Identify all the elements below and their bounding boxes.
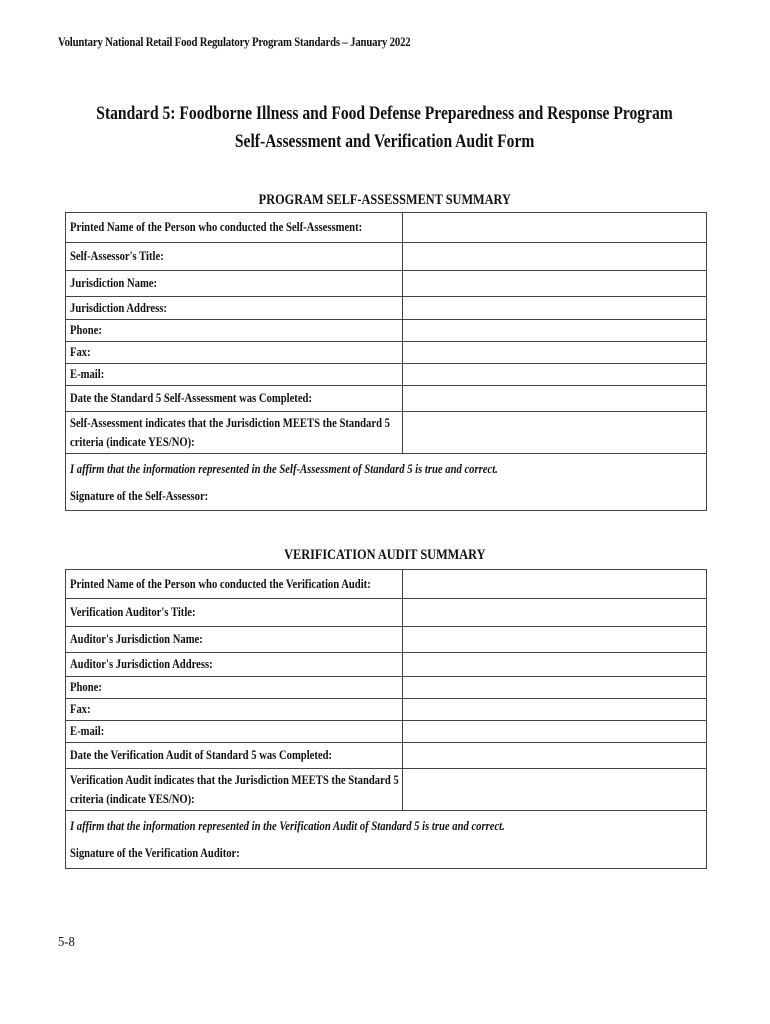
completion-date-field[interactable] (403, 743, 707, 769)
field-label-text: E-mail: (70, 724, 105, 738)
self-assessment-row (66, 386, 707, 412)
field-label (66, 271, 403, 297)
field-label (66, 599, 403, 627)
field-label-text: Verification Auditor's Title: (70, 605, 196, 619)
field-label (66, 769, 403, 811)
field-label-text: Date the Verification Audit of Standard 5 was Completed: (70, 748, 333, 762)
verification-audit-affirmation-row (66, 811, 707, 869)
auditor-name-field[interactable] (403, 570, 707, 599)
field-label-text: Fax: (70, 702, 91, 716)
affirmation-cell (66, 454, 707, 511)
verification-audit-row (66, 721, 707, 743)
affirmation-text: I affirm that the information represented in the Self-Assessment of Standard 5 is true and correct. (70, 461, 498, 476)
page-subtitle (0, 131, 770, 153)
self-assessment-row (66, 271, 707, 297)
field-label (66, 412, 403, 454)
meets-standard-field[interactable] (403, 412, 707, 454)
verification-audit-heading (0, 547, 770, 564)
field-label-text: Auditor's Jurisdiction Address: (70, 657, 213, 671)
field-label-text: Date the Standard 5 Self-Assessment was Completed: (70, 391, 313, 405)
phone-field[interactable] (403, 320, 707, 342)
meets-standard-field[interactable] (403, 769, 707, 811)
page-title (0, 103, 770, 125)
email-field[interactable] (403, 364, 707, 386)
field-label-text: Jurisdiction Address: (70, 300, 167, 315)
field-label (66, 213, 403, 243)
completion-date-field[interactable] (403, 386, 707, 412)
field-label-text: Phone: (70, 323, 102, 337)
field-label (66, 743, 403, 769)
field-label-text: Auditor's Jurisdiction Name: (70, 632, 203, 646)
email-field[interactable] (403, 721, 707, 743)
verification-audit-heading-text: VERIFICATION AUDIT SUMMARY (284, 547, 486, 563)
field-label (66, 677, 403, 699)
verification-audit-row (66, 743, 707, 769)
running-header: Voluntary National Retail Food Regulatory Program Standards – January 2022 (58, 35, 411, 49)
verification-audit-row (66, 599, 707, 627)
field-label-text: E-mail: (70, 367, 105, 381)
auditor-jurisdiction-address-field[interactable] (403, 653, 707, 677)
self-assessment-row (66, 320, 707, 342)
auditor-jurisdiction-name-field[interactable] (403, 627, 707, 653)
verification-audit-row (66, 570, 707, 599)
signature-label: Signature of the Self-Assessor: (70, 488, 209, 503)
field-label (66, 386, 403, 412)
field-label (66, 721, 403, 743)
field-label (66, 653, 403, 677)
field-label (66, 364, 403, 386)
field-label-text: Verification Audit indicates that the Jurisdiction MEETS the Standard 5 criteria (indicate YES/NO): (70, 773, 399, 806)
affirmation-cell (66, 811, 707, 869)
affirmation-statement (70, 456, 702, 483)
auditor-title-field[interactable] (403, 599, 707, 627)
verification-audit-row (66, 699, 707, 721)
self-assessment-row (66, 412, 707, 454)
page-number: 5-8 (58, 935, 75, 950)
signature-line[interactable] (70, 840, 702, 866)
field-label-text: Self-Assessment indicates that the Jurisdiction MEETS the Standard 5 criteria (indicate YES/NO): (70, 416, 390, 449)
field-label-text: Phone: (70, 680, 102, 694)
verification-audit-row (66, 769, 707, 811)
self-assessment-heading (0, 192, 770, 209)
field-label-text: Self-Assessor's Title: (70, 249, 164, 263)
verification-audit-table (65, 569, 707, 869)
assessor-name-field[interactable] (403, 213, 707, 243)
page-title-line-2: Self-Assessment and Verification Audit Form (235, 131, 535, 152)
field-label-text: Printed Name of the Person who conducted the Self-Assessment: (70, 220, 363, 234)
jurisdiction-address-field[interactable] (403, 297, 707, 320)
affirmation-text: I affirm that the information represented in the Verification Audit of Standard 5 is true and correct. (70, 819, 505, 833)
self-assessment-affirmation-row (66, 454, 707, 511)
jurisdiction-name-field[interactable] (403, 271, 707, 297)
signature-line[interactable] (70, 483, 702, 509)
verification-audit-row (66, 677, 707, 699)
self-assessment-row (66, 342, 707, 364)
self-assessment-row (66, 364, 707, 386)
self-assessment-row (66, 213, 707, 243)
field-label (66, 570, 403, 599)
field-label-text: Printed Name of the Person who conducted the Verification Audit: (70, 576, 371, 591)
verification-audit-row (66, 653, 707, 677)
field-label (66, 699, 403, 721)
self-assessment-row (66, 297, 707, 320)
fax-field[interactable] (403, 342, 707, 364)
self-assessment-table (65, 212, 707, 511)
affirmation-statement (70, 813, 702, 840)
self-assessment-heading-text: PROGRAM SELF-ASSESSMENT SUMMARY (258, 192, 512, 208)
fax-field[interactable] (403, 699, 707, 721)
field-label-text: Fax: (70, 345, 91, 359)
field-label-text: Jurisdiction Name: (70, 276, 158, 290)
field-label (66, 243, 403, 271)
field-label (66, 627, 403, 653)
field-label (66, 342, 403, 364)
page-title-line-1: Standard 5: Foodborne Illness and Food Defense Preparedness and Response Program (96, 103, 674, 124)
phone-field[interactable] (403, 677, 707, 699)
assessor-title-field[interactable] (403, 243, 707, 271)
signature-label: Signature of the Verification Auditor: (70, 846, 240, 860)
verification-audit-row (66, 627, 707, 653)
self-assessment-row (66, 243, 707, 271)
field-label (66, 297, 403, 320)
field-label (66, 320, 403, 342)
